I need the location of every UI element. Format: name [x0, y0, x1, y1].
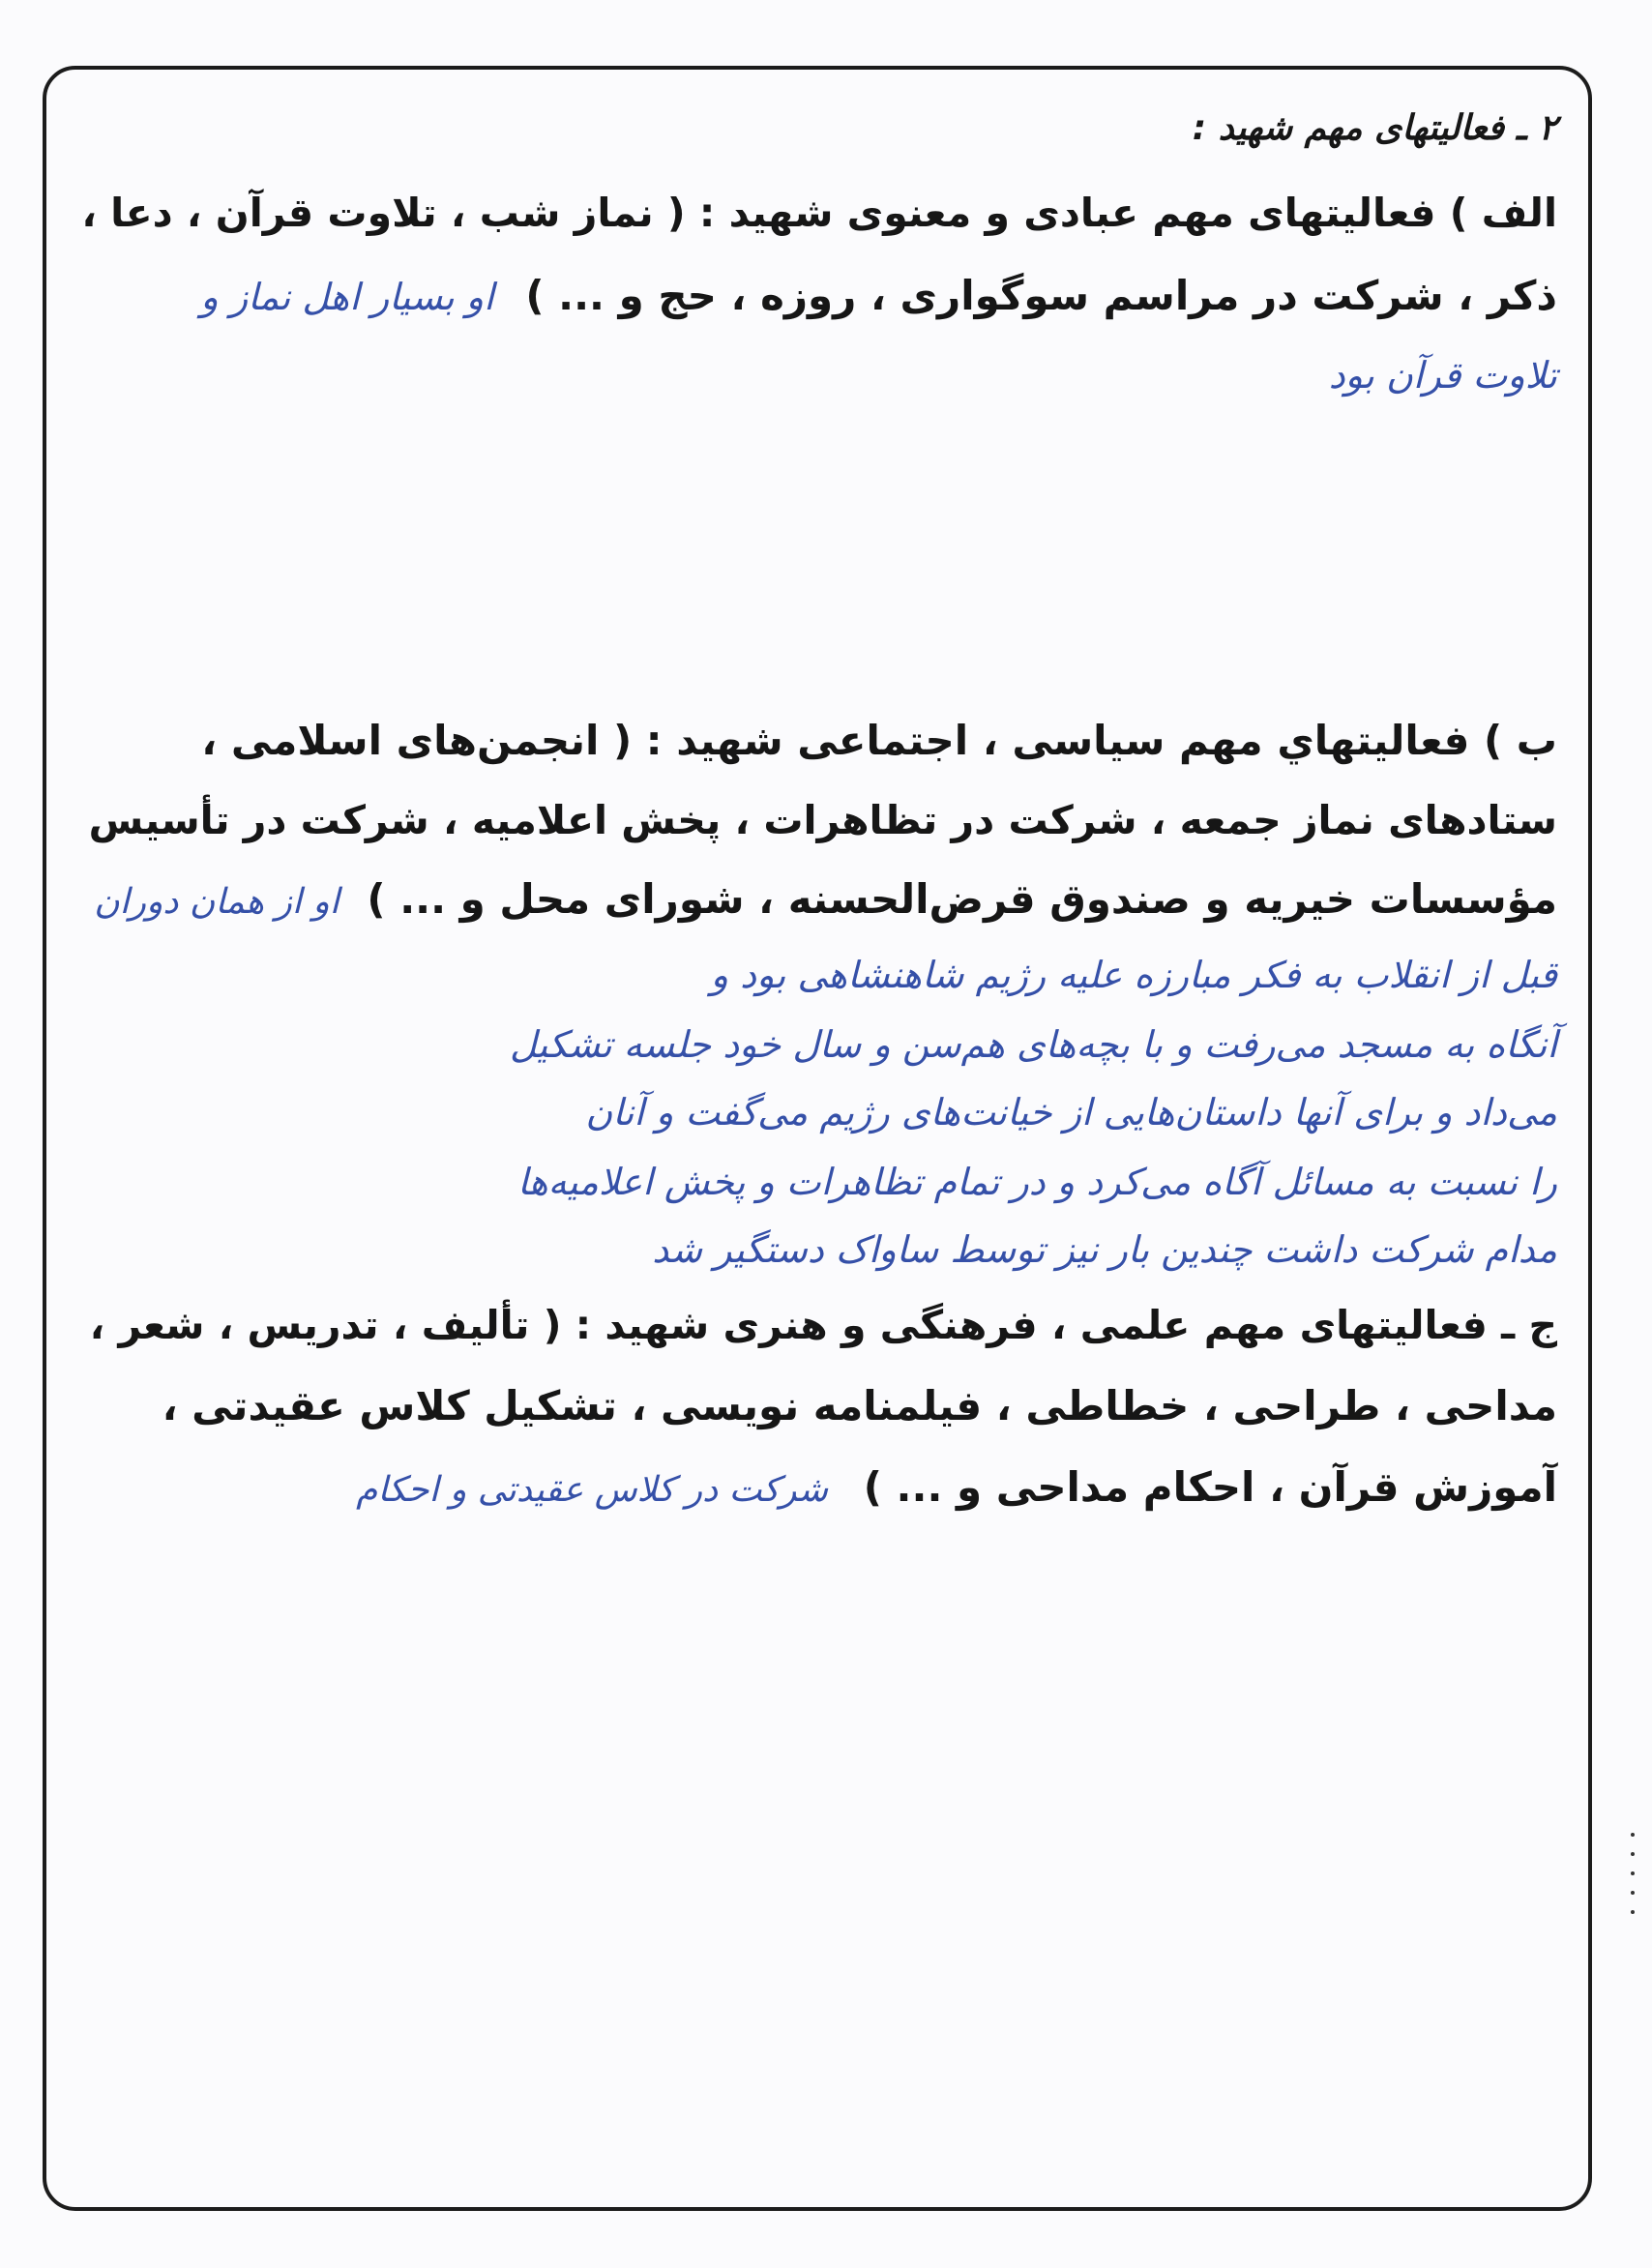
- part-b-answer-line-6: مدام شرکت داشت چندین بار نیز توسط ساواک دستگیر شد: [652, 1228, 1557, 1271]
- part-a-question-line-2: [68, 269, 1557, 324]
- part-b-question-line-3: [68, 872, 1557, 929]
- part-b-answer-line-4: می‌داد و برای آنها داستان‌هایی از خیانت‌های رژیم می‌گفت و آنان: [585, 1091, 1557, 1134]
- part-c-question-line-3: [68, 1460, 1557, 1517]
- part-c-question-text: آموزش قرآن ، احکام مداحی و ... ): [863, 1463, 1557, 1511]
- part-a-question-text: ذکر ، شرکت در مراسم سوگواری ، روزه ، حج و ... ): [525, 272, 1557, 319]
- part-b-answer-line-2: قبل از انقلاب به فکر مبارزه علیه رژیم شاهنشاهی بود و: [710, 954, 1557, 996]
- part-b-answer-line-1: او از همان دوران: [94, 882, 339, 922]
- part-a-answer-2: تلاوت قرآن بود: [1328, 354, 1557, 397]
- part-c-question-line-2: مداحی ، طراحی ، خطاطی ، فیلمنامه نویسی ، تشکیل کلاس عقیدتی ،: [162, 1382, 1557, 1429]
- part-b-answer-line-3: آنگاه به مسجد می‌رفت و با بچه‌های هم‌سن و سال خود جلسه تشکیل: [510, 1023, 1557, 1066]
- section-heading: ۲ ـ فعالیتهای مهم شهید :: [1192, 108, 1557, 148]
- part-c-question-line-1: ج ـ فعالیتهای مهم علمی ، فرهنگی و هنری شهید : ( تألیف ، تدریس ، شعر ،: [89, 1302, 1557, 1348]
- part-b-question-text: مؤسسات خیریه و صندوق قرض‌الحسنه ، شورای محل و ... ): [367, 875, 1557, 923]
- part-c-answer: شرکت در کلاس عقیدتی و احکام: [356, 1470, 829, 1510]
- part-a-question-line-1: الف ) فعالیتهای مهم عبادی و معنوی شهید : ( نماز شب ، تلاوت قرآن ، دعا ،: [81, 190, 1557, 236]
- binding-dots: [1631, 1833, 1637, 1929]
- part-b-question-line-2: ستادهای نماز جمعه ، شرکت در تظاهرات ، پخش اعلامیه ، شرکت در تأسیس: [88, 797, 1557, 843]
- part-b-answer-line-5: را نسبت به مسائل آگاه می‌کرد و در تمام تظاهرات و پخش اعلامیه‌ها: [517, 1161, 1557, 1203]
- part-b-question-line-1: ب ) فعالیتهاي مهم سیاسی ، اجتماعی شهید : ( انجمن‌های اسلامی ،: [201, 717, 1557, 764]
- part-a-answer-1: او بسیار اهل نماز و: [200, 276, 494, 318]
